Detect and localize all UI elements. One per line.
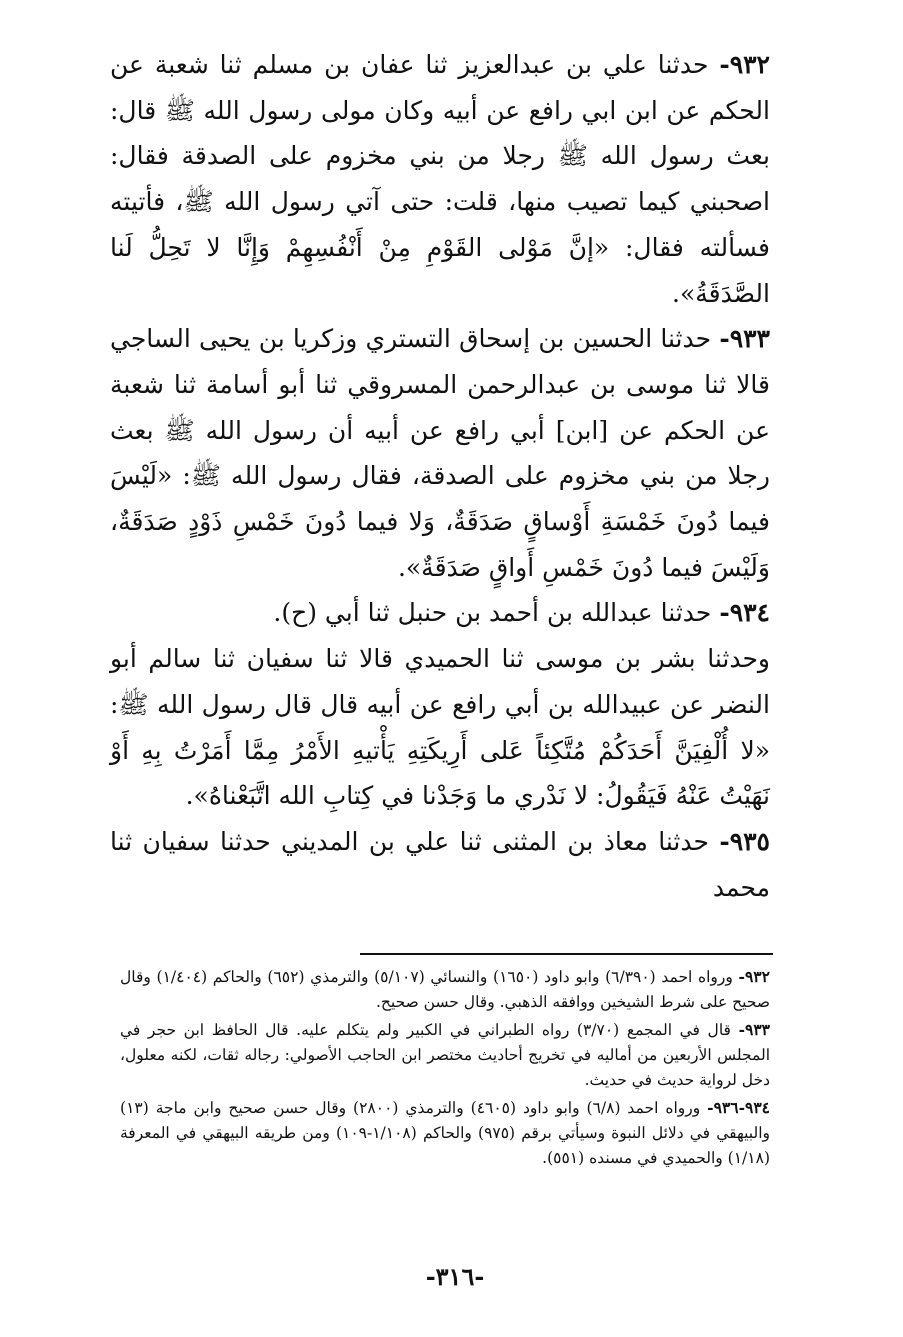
footnote-text: ورواه احمد (٦/٨) وابو داود (٤٦٠٥) والترمذي (٢٨٠٠) وقال حسن صحيح وابن ماجة (١٣) والبيهقي في دلائل النبوة وسيأتي برقم (٩٧٥) والحاكم (١/١٠٨-١٠٩) ومن طريقه البيهقي في المعرفة (١/١٨) والحميدي في مسنده (٥٥١). [120,1099,770,1167]
footnote-divider [360,953,773,955]
hadith-934 [110,590,770,636]
hadith-935 [110,819,770,910]
hadith-text: حدثنا معاذ بن المثنى ثنا علي بن المديني حدثنا سفيان ثنا محمد [110,826,770,902]
hadith-text: حدثنا عبدالله بن أحمد بن حنبل ثنا أبي (ح). [273,598,712,628]
footnote-text: قال في المجمع (٣/٧٠) رواه الطبراني في الكبير ولم يتكلم عليه. قال الحافظ ابن حجر في المجلس الأربعين من أماليه في تخريج أحاديث مختصر ابن الحاجب الأصولي: رجاله ثقات، لكنه معلول، دخل لرواية حديث في حديث. [120,1021,770,1089]
main-text [110,42,770,910]
hadith-932 [110,42,770,316]
footnotes [120,964,770,1173]
hadith-text: حدثنا علي بن عبدالعزيز ثنا عفان بن مسلم ثنا شعبة عن الحكم عن ابن ابي رافع عن أبيه وكان مولى رسول الله ﷺ قال: بعث رسول الله ﷺ رجلا من بني مخزوم على الصدقة فقال: اصحبني كيما تصيب منها، قلت: حتى آتي رسول الله ﷺ، فأتيته فسألته فقال: «إنَّ مَوْلى القَوْمِ مِنْ أَنْفُسِهِمْ وَإِنَّا لا تَحِلُّ لَنا الصَّدَقَةُ». [110,50,770,308]
hadith-number: ٩٣٢- [719,50,770,79]
hadith-text: حدثنا الحسين بن إسحاق التستري وزكريا بن يحيى الساجي قالا ثنا موسى بن عبدالرحمن المسروقي ثنا أبو أسامة ثنا شعبة عن الحكم عن [ابن] أبي رافع عن أبيه أن رسول الله ﷺ بعث رجلا من بني مخزوم على الصدقة، فقال رسول الله ﷺ: «لَيْسَ فيما دُونَ خَمْسَةِ أَوْساقٍ صَدَقَةٌ، وَلا فيما دُونَ خَمْسِ ذَوْدٍ صَدَقَةٌ، وَلَيْسَ فيما دُونَ خَمْسِ أَواقٍ صَدَقَةٌ». [110,324,770,582]
footnote-934-936 [120,1095,770,1171]
footnote-number: ٩٣٣- [738,1020,770,1039]
footnote-number: ٩٣٢- [738,967,770,986]
hadith-number: ٩٣٤- [719,598,770,628]
hadith-934-continued [110,636,770,819]
footnote-933 [120,1017,770,1093]
footnote-932 [120,964,770,1015]
page-number: -٣١٦- [425,1262,485,1291]
footnote-number: ٩٣٤-٩٣٦- [707,1098,770,1117]
hadith-933 [110,316,770,590]
hadith-text: وحدثنا بشر بن موسى ثنا الحميدي قالا ثنا سفيان ثنا سالم أبو النضر عن عبيدالله بن أبي رافع عن أبيه قال قال رسول الله ﷺ: «لا أُلْفِيَنَّ أَحَدَكُمْ مُتَّكِئاً عَلى أَرِيكَتِهِ يَأْتيهِ الأَمْرُ مِمَّا أَمَرْتُ بِهِ أَوْ نَهَيْتُ عَنْهُ فَيَقُولُ: لا نَدْري ما وَجَدْنا في كِتابِ الله اتَّبَعْناهُ». [110,644,770,811]
hadith-number: ٩٣٣- [719,324,770,354]
hadith-number: ٩٣٥- [719,826,770,856]
footnote-text: ورواه احمد (٦/٣٩٠) وابو داود (١٦٥٠) والنسائي (٥/١٠٧) والترمذي (٦٥٢) والحاكم (١/٤٠٤) وقال صحيح على شرط الشيخين ووافقه الذهبي. وقال حسن صحيح. [120,968,770,1011]
